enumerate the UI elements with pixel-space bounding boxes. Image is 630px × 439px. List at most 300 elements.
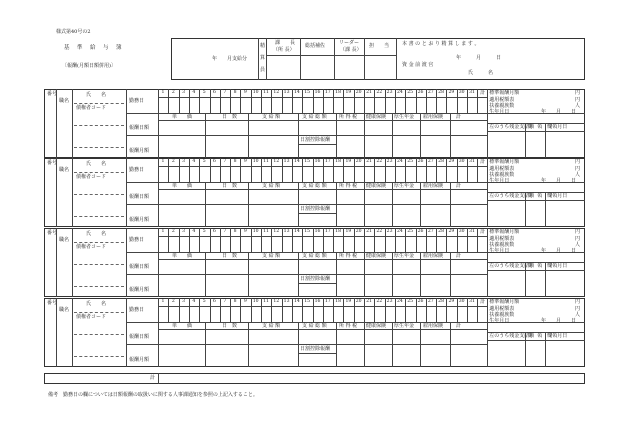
day-header: 26	[417, 299, 424, 304]
day-header: 12	[273, 299, 280, 304]
day-cell[interactable]	[313, 306, 314, 322]
day-cell[interactable]	[385, 306, 386, 322]
pay-column-header: 単 価	[172, 114, 193, 120]
day-cell[interactable]	[158, 166, 159, 182]
day-cell[interactable]	[405, 236, 406, 252]
birth-date-ymd: 年 月 日	[541, 248, 577, 254]
day-header: 3	[182, 159, 186, 164]
daily-pay-label: 報酬日額	[129, 264, 150, 270]
form-subtitle: 〔報酬(月額日額併用)〕	[62, 63, 116, 69]
day-header: 10	[252, 299, 259, 304]
pay-column-header: 厚生年金	[394, 253, 415, 259]
pay-column-header: 所 得 税	[339, 253, 358, 259]
tax-table-label: 適用税額表	[489, 236, 515, 242]
day-cell[interactable]	[374, 236, 375, 252]
day-cell[interactable]	[158, 236, 159, 252]
day-header: 20	[355, 229, 362, 234]
day-cell[interactable]	[385, 166, 386, 182]
day-cell[interactable]	[374, 306, 375, 322]
day-header: 2	[171, 90, 175, 95]
yen-unit: 円	[575, 229, 581, 235]
job-title-label: 職名	[59, 237, 70, 243]
day-cell[interactable]	[282, 166, 283, 182]
day-cell[interactable]	[467, 166, 468, 182]
day-cell[interactable]	[354, 97, 355, 113]
day-header: 18	[335, 299, 342, 304]
pay-column-header: 所 得 税	[339, 323, 358, 329]
day-cell[interactable]	[230, 306, 231, 322]
day-cell[interactable]	[374, 97, 375, 113]
day-header: 25	[407, 90, 414, 95]
day-cell[interactable]	[467, 306, 468, 322]
day-cell[interactable]	[395, 97, 396, 113]
day-cell[interactable]	[230, 97, 231, 113]
yen-unit: 円	[575, 90, 581, 96]
work-days-label: 勤務日	[129, 98, 145, 104]
day-cell[interactable]	[416, 306, 417, 322]
day-cell[interactable]	[333, 97, 334, 113]
day-header: 30	[458, 299, 465, 304]
day-cell[interactable]	[354, 306, 355, 322]
day-header: 15	[304, 299, 311, 304]
pay-column-header: 日 数	[222, 323, 238, 329]
work-days-label: 勤務日	[129, 167, 145, 173]
day-cell[interactable]	[426, 306, 427, 322]
day-header: 4	[192, 229, 196, 234]
work-days-label: 勤務日	[129, 307, 145, 313]
day-cell[interactable]	[168, 306, 169, 322]
day-cell[interactable]	[343, 166, 344, 182]
day-cell[interactable]	[457, 97, 458, 113]
day-cell[interactable]	[385, 236, 386, 252]
day-cell[interactable]	[292, 306, 293, 322]
stamp-vertical-bottom: 員	[260, 67, 266, 73]
day-cell[interactable]	[271, 166, 272, 182]
day-cell[interactable]	[302, 236, 303, 252]
day-cell[interactable]	[292, 236, 293, 252]
day-cell[interactable]	[251, 97, 252, 113]
day-cell[interactable]	[251, 236, 252, 252]
day-cell[interactable]	[364, 236, 365, 252]
day-cell[interactable]	[220, 236, 221, 252]
day-cell[interactable]	[302, 306, 303, 322]
pay-column-header: 単 価	[172, 183, 193, 189]
day-cell[interactable]	[323, 97, 324, 113]
pay-column-header: 雇用保険	[423, 183, 444, 189]
day-cell[interactable]	[168, 236, 169, 252]
day-cell[interactable]	[230, 166, 231, 182]
receipt-seal-label: 受 領 印	[527, 124, 553, 130]
day-header: 14	[293, 299, 300, 304]
day-cell[interactable]	[261, 236, 262, 252]
pay-column-header: 計	[456, 114, 462, 120]
day-header: 17	[324, 299, 331, 304]
day-header: 27	[427, 299, 434, 304]
day-header: 28	[438, 299, 445, 304]
day-cell[interactable]	[261, 166, 262, 182]
day-cell[interactable]	[189, 166, 190, 182]
birth-date-label: 生年月日	[489, 248, 510, 254]
daily-deduction-label: 日割控除報酬	[300, 206, 331, 212]
day-header: 18	[335, 159, 342, 164]
day-header: 4	[192, 159, 196, 164]
day-header: 23	[386, 229, 393, 234]
pay-column-header: 所 得 税	[339, 183, 358, 189]
day-header: 27	[427, 229, 434, 234]
day-header: 5	[202, 90, 206, 95]
creditor-code-label: 債権者コード	[76, 105, 107, 111]
day-header: 19	[345, 90, 352, 95]
day-cell[interactable]	[240, 97, 241, 113]
day-header: 5	[202, 299, 206, 304]
day-cell[interactable]	[436, 306, 437, 322]
day-header: 14	[293, 229, 300, 234]
day-cell[interactable]	[364, 306, 365, 322]
number-label: 番号	[47, 91, 58, 97]
job-title-label: 職名	[59, 307, 70, 313]
birth-date-label: 生年月日	[489, 318, 510, 324]
day-cell[interactable]	[271, 97, 272, 113]
footer-note: 備考 勤務日の欄については日額報酬の取扱いに関する人事課通知を参照の上記入すること。	[48, 392, 258, 398]
day-cell[interactable]	[179, 166, 180, 182]
day-header: 13	[283, 229, 290, 234]
creditor-code-label: 債権者コード	[76, 174, 107, 180]
receipt-date-label: 受領月日	[547, 124, 568, 130]
day-header: 20	[355, 90, 362, 95]
retirement-pay-label: 左のうち残金支給額	[489, 333, 535, 339]
day-header: 9	[243, 299, 247, 304]
day-cell[interactable]	[436, 166, 437, 182]
pay-column-header: 支 給 額	[262, 183, 281, 189]
receipt-date-label: 受領月日	[547, 193, 568, 199]
day-header: 13	[283, 90, 290, 95]
day-header: 11	[263, 299, 269, 304]
daily-deduction-label: 日割控除報酬	[300, 137, 331, 143]
day-header: 6	[213, 90, 216, 95]
day-cell[interactable]	[426, 236, 427, 252]
day-cell[interactable]	[189, 236, 190, 252]
day-header: 17	[324, 229, 331, 234]
day-cell[interactable]	[292, 166, 293, 182]
monthly-pay-label: 報酬月額	[129, 148, 150, 154]
day-header: 8	[233, 159, 237, 164]
pay-column-header: 支 給 額	[262, 323, 281, 329]
dependents-label: 扶養親族数	[489, 103, 515, 109]
pay-column-header: 支 給 総 額	[302, 183, 327, 189]
day-cell[interactable]	[457, 236, 458, 252]
tax-table-label: 適用税額表	[489, 166, 515, 172]
day-header: 10	[252, 90, 259, 95]
monthly-pay-label: 報酬月額	[129, 287, 150, 293]
day-cell[interactable]	[323, 306, 324, 322]
pay-column-header: 健康保険	[366, 323, 387, 329]
name-label: 氏 名	[86, 92, 107, 98]
day-cell[interactable]	[385, 97, 386, 113]
approver-3-title: リーダー	[339, 40, 360, 46]
day-header: 17	[324, 90, 331, 95]
day-header: 26	[417, 229, 424, 234]
day-cell[interactable]	[395, 236, 396, 252]
day-cell[interactable]	[436, 97, 437, 113]
day-header: 12	[273, 159, 280, 164]
day-cell[interactable]	[395, 166, 396, 182]
day-cell[interactable]	[343, 306, 344, 322]
day-cell[interactable]	[168, 166, 169, 182]
day-header: 22	[376, 229, 383, 234]
standard-pay-label: 標準報酬月額	[489, 90, 520, 96]
day-cell[interactable]	[282, 236, 283, 252]
name-label: 氏 名	[86, 301, 107, 307]
day-cell[interactable]	[179, 97, 180, 113]
day-header: 1	[161, 229, 165, 234]
day-cell[interactable]	[457, 306, 458, 322]
day-cell[interactable]	[446, 97, 447, 113]
day-cell[interactable]	[416, 236, 417, 252]
day-cell[interactable]	[343, 97, 344, 113]
job-title-label: 職名	[59, 98, 70, 104]
day-header: 21	[366, 299, 372, 304]
approver-4-title: 担 当	[369, 43, 390, 49]
day-header: 21	[366, 229, 372, 234]
day-cell[interactable]	[395, 306, 396, 322]
pay-column-header: 支 給 額	[262, 114, 281, 120]
day-cell[interactable]	[220, 97, 221, 113]
day-cell[interactable]	[210, 306, 211, 322]
day-cell[interactable]	[261, 97, 262, 113]
fund-officer-label: 資 金 前 渡 官	[402, 62, 434, 68]
person-unit: 人	[575, 312, 581, 318]
day-cell[interactable]	[220, 166, 221, 182]
daily-deduction-label: 日割控除報酬	[300, 276, 331, 282]
day-cell[interactable]	[179, 306, 180, 322]
day-header: 6	[213, 229, 216, 234]
day-cell[interactable]	[240, 306, 241, 322]
day-header: 29	[448, 90, 455, 95]
day-cell[interactable]	[446, 166, 447, 182]
pay-column-header: 厚生年金	[394, 114, 415, 120]
day-cell[interactable]	[333, 236, 334, 252]
daily-deduction-label: 日割控除報酬	[300, 346, 331, 352]
monthly-pay-label: 報酬月額	[129, 217, 150, 223]
approver-2-title: 総括補佐	[305, 43, 326, 49]
day-cell[interactable]	[354, 166, 355, 182]
day-cell[interactable]	[374, 166, 375, 182]
day-cell[interactable]	[457, 166, 458, 182]
dependents-label: 扶養親族数	[489, 172, 515, 178]
pay-column-header: 雇用保険	[423, 114, 444, 120]
pay-column-header: 支 給 総 額	[302, 323, 327, 329]
day-header: 25	[407, 159, 414, 164]
day-header: 29	[448, 229, 455, 234]
day-header: 13	[283, 159, 290, 164]
pay-column-header: 単 価	[172, 253, 193, 259]
day-header: 23	[386, 90, 393, 95]
period-label[interactable]: 年 月支給分	[212, 56, 248, 62]
day-cell[interactable]	[261, 306, 262, 322]
day-header: 15	[304, 90, 311, 95]
birth-date-label: 生年月日	[489, 109, 510, 115]
day-header: 7	[223, 229, 227, 234]
day-cell[interactable]	[333, 166, 334, 182]
day-cell[interactable]	[189, 97, 190, 113]
day-cell[interactable]	[405, 166, 406, 182]
officer-name-label: 氏 名	[468, 70, 494, 76]
day-cell[interactable]	[220, 306, 221, 322]
day-header: 30	[458, 90, 465, 95]
day-header: 18	[335, 90, 342, 95]
day-cell[interactable]	[446, 306, 447, 322]
day-header: 16	[314, 90, 321, 95]
pay-column-header: 雇用保険	[423, 323, 444, 329]
day-header: 31	[469, 90, 475, 95]
tax-table-label: 適用税額表	[489, 306, 515, 312]
day-header: 4	[192, 90, 196, 95]
days-total-label: 計	[480, 90, 486, 96]
day-header: 17	[324, 159, 331, 164]
day-cell[interactable]	[199, 306, 200, 322]
receipt-seal-label: 受 領 印	[527, 333, 553, 339]
day-cell[interactable]	[158, 97, 159, 113]
day-header: 3	[182, 229, 186, 234]
receipt-seal-label: 受 領 印	[527, 193, 553, 199]
day-cell[interactable]	[240, 236, 241, 252]
day-header: 25	[407, 299, 414, 304]
pay-column-header: 計	[456, 183, 462, 189]
day-cell[interactable]	[405, 97, 406, 113]
receipt-seal-label: 受 領 印	[527, 263, 553, 269]
monthly-pay-label: 報酬月額	[129, 357, 150, 363]
day-cell[interactable]	[405, 306, 406, 322]
day-cell[interactable]	[189, 306, 190, 322]
pay-column-header: 支 給 総 額	[302, 253, 327, 259]
stamp-vertical-mid: 算	[260, 55, 266, 61]
creditor-code-label: 債権者コード	[76, 314, 107, 320]
work-days-label: 勤務日	[129, 237, 145, 243]
day-cell[interactable]	[313, 166, 314, 182]
dependents-label: 扶養親族数	[489, 312, 515, 318]
day-header: 27	[427, 159, 434, 164]
day-cell[interactable]	[364, 97, 365, 113]
day-cell[interactable]	[179, 236, 180, 252]
day-cell[interactable]	[302, 166, 303, 182]
pay-column-header: 健康保険	[366, 114, 387, 120]
day-cell[interactable]	[467, 97, 468, 113]
day-cell[interactable]	[210, 236, 211, 252]
day-cell[interactable]	[168, 97, 169, 113]
daily-pay-label: 報酬日額	[129, 334, 150, 340]
day-cell[interactable]	[292, 97, 293, 113]
name-label: 氏 名	[86, 231, 107, 237]
settlement-date[interactable]: 年 月 日	[456, 55, 502, 61]
day-cell[interactable]	[199, 97, 200, 113]
day-cell[interactable]	[416, 97, 417, 113]
day-header: 15	[304, 159, 311, 164]
number-label: 番号	[47, 300, 58, 306]
day-cell[interactable]	[158, 306, 159, 322]
day-cell[interactable]	[210, 97, 211, 113]
birth-date-ymd: 年 月 日	[541, 109, 577, 115]
day-cell[interactable]	[313, 236, 314, 252]
form-title: 基 準 給 与 簿	[64, 45, 123, 51]
approver-1-subtitle: （所 長）	[273, 47, 295, 53]
day-cell[interactable]	[323, 166, 324, 182]
day-cell[interactable]	[416, 166, 417, 182]
day-cell[interactable]	[436, 236, 437, 252]
day-cell[interactable]	[240, 166, 241, 182]
pay-column-header: 健康保険	[366, 183, 387, 189]
daily-pay-label: 報酬日額	[129, 194, 150, 200]
day-cell[interactable]	[333, 306, 334, 322]
day-header: 29	[448, 299, 455, 304]
day-cell[interactable]	[364, 166, 365, 182]
day-header: 25	[407, 229, 414, 234]
day-header: 31	[469, 159, 475, 164]
day-cell[interactable]	[210, 166, 211, 182]
days-total-label: 計	[480, 299, 486, 305]
receipt-date-label: 受領月日	[547, 263, 568, 269]
day-cell[interactable]	[271, 236, 272, 252]
number-label: 番号	[47, 230, 58, 236]
pay-column-header: 日 数	[222, 183, 238, 189]
birth-date-ymd: 年 月 日	[541, 178, 577, 184]
day-header: 9	[243, 90, 247, 95]
day-cell[interactable]	[302, 97, 303, 113]
day-cell[interactable]	[467, 236, 468, 252]
day-header: 14	[293, 159, 300, 164]
day-cell[interactable]	[271, 306, 272, 322]
day-cell[interactable]	[426, 97, 427, 113]
day-cell[interactable]	[199, 236, 200, 252]
day-header: 12	[273, 229, 280, 234]
person-unit: 人	[575, 103, 581, 109]
day-cell[interactable]	[251, 306, 252, 322]
person-unit: 人	[575, 242, 581, 248]
pay-column-header: 日 数	[222, 114, 238, 120]
day-header: 7	[223, 299, 227, 304]
yen-unit: 円	[575, 97, 581, 103]
day-cell[interactable]	[313, 97, 314, 113]
pay-column-header: 雇用保険	[423, 253, 444, 259]
day-cell[interactable]	[446, 236, 447, 252]
day-header: 10	[252, 229, 259, 234]
day-cell[interactable]	[354, 236, 355, 252]
day-header: 13	[283, 299, 290, 304]
pay-column-header: 健康保険	[366, 253, 387, 259]
day-cell[interactable]	[343, 236, 344, 252]
day-header: 24	[396, 299, 403, 304]
day-cell[interactable]	[251, 166, 252, 182]
day-cell[interactable]	[282, 97, 283, 113]
day-cell[interactable]	[230, 236, 231, 252]
day-header: 29	[448, 159, 455, 164]
day-header: 16	[314, 159, 321, 164]
day-cell[interactable]	[323, 236, 324, 252]
day-header: 24	[396, 229, 403, 234]
person-unit: 人	[575, 172, 581, 178]
day-header: 6	[213, 159, 216, 164]
days-total-label: 計	[480, 229, 486, 235]
day-header: 19	[345, 229, 352, 234]
day-cell[interactable]	[426, 166, 427, 182]
day-header: 19	[345, 159, 352, 164]
day-header: 5	[202, 229, 206, 234]
day-header: 15	[304, 229, 311, 234]
standard-pay-label: 標準報酬月額	[489, 229, 520, 235]
standard-pay-label: 標準報酬月額	[489, 159, 520, 165]
day-cell[interactable]	[199, 166, 200, 182]
day-cell[interactable]	[282, 306, 283, 322]
yen-unit: 円	[575, 299, 581, 305]
